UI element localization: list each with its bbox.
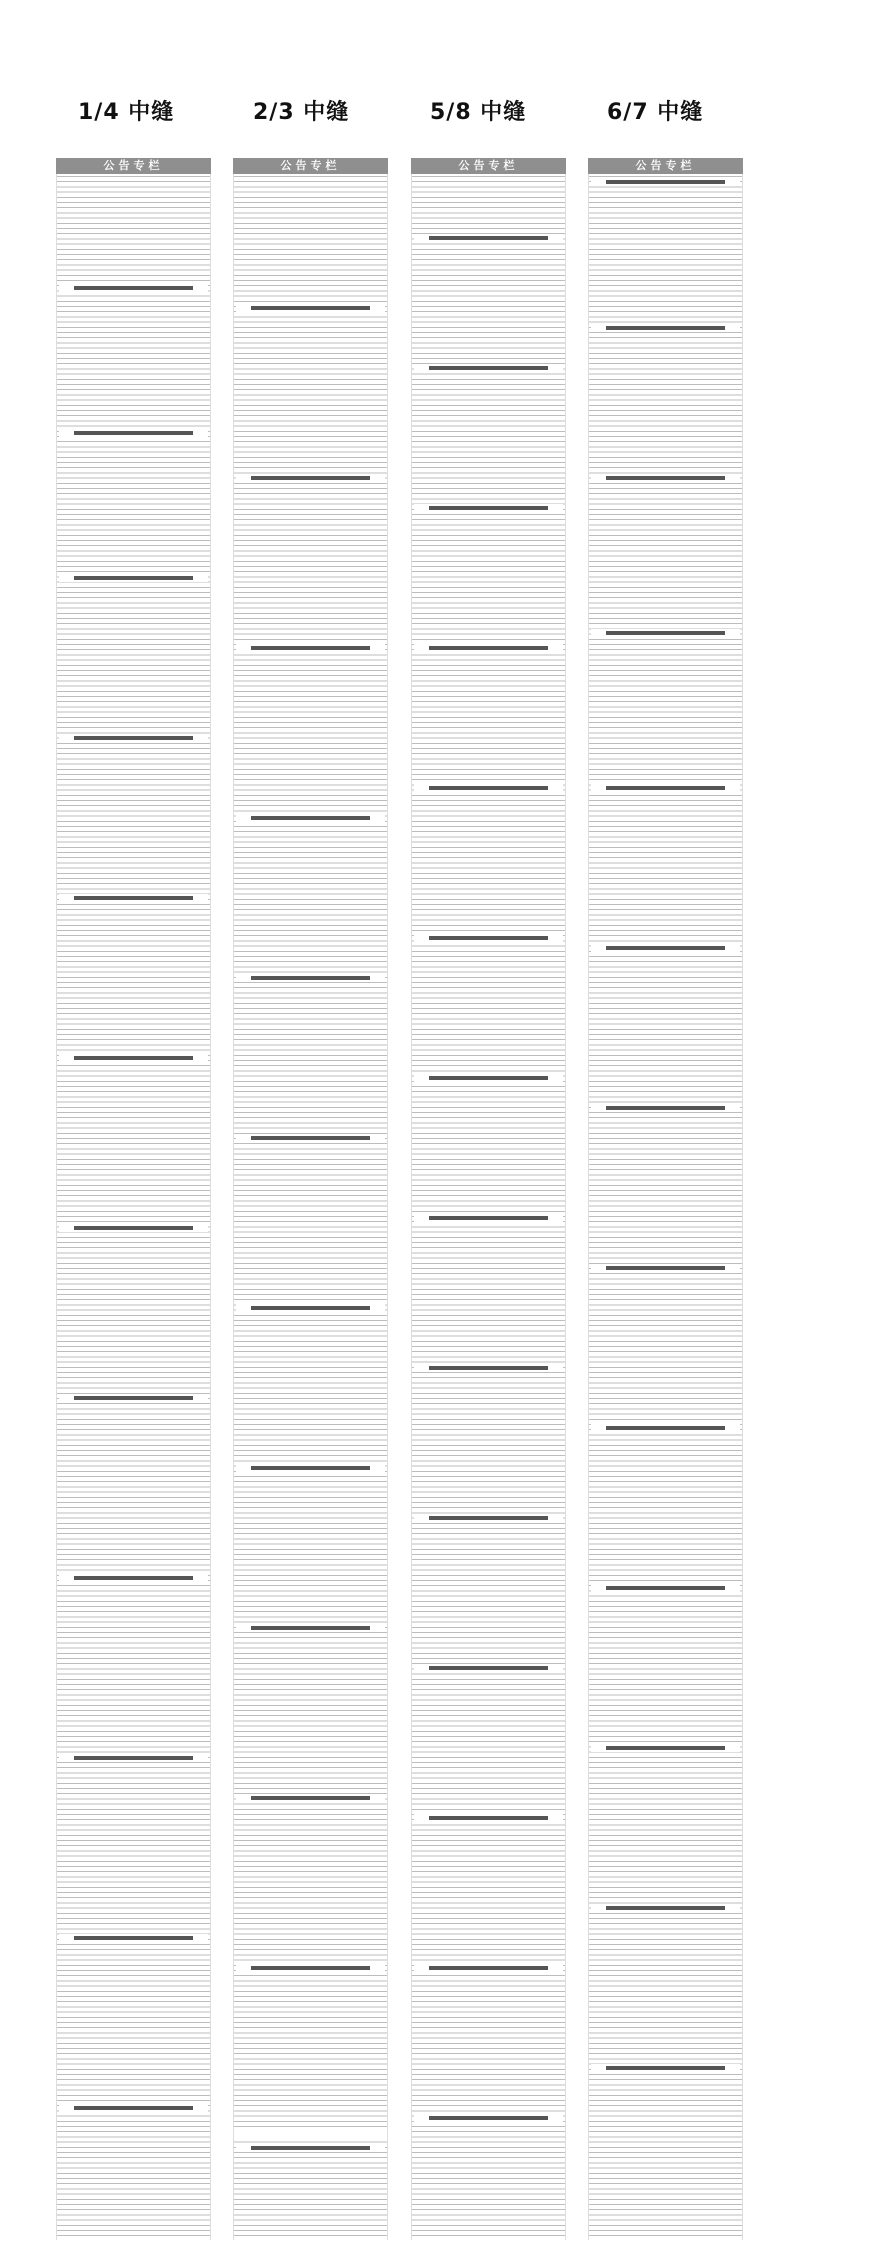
section-title — [591, 324, 740, 332]
section-title — [591, 1104, 740, 1112]
section-title — [59, 1224, 208, 1232]
section-title — [591, 178, 740, 186]
section-title — [236, 1964, 385, 1972]
announcement-column-2 — [233, 158, 388, 2240]
section-title — [414, 2114, 563, 2122]
section-title — [591, 1264, 740, 1272]
section-title — [591, 784, 740, 792]
section-title — [236, 1624, 385, 1632]
panel-title: 公告专栏 — [411, 158, 566, 174]
heading-col-2: 2/3 中缝 — [253, 100, 350, 125]
section-title — [414, 934, 563, 942]
section-title — [236, 644, 385, 652]
announcement-column-1 — [56, 158, 211, 2240]
section-title — [59, 1574, 208, 1582]
section-title — [236, 1304, 385, 1312]
section-title — [414, 234, 563, 242]
section-title — [59, 429, 208, 437]
section-title — [236, 1134, 385, 1142]
section-title — [591, 1744, 740, 1752]
section-title — [236, 814, 385, 822]
section-title — [414, 1364, 563, 1372]
announcement-text-body — [588, 174, 743, 2240]
section-title — [414, 1514, 563, 1522]
section-title — [59, 284, 208, 292]
section-title — [591, 1584, 740, 1592]
section-title — [591, 629, 740, 637]
section-title — [59, 1934, 208, 1942]
section-title — [59, 574, 208, 582]
section-title — [59, 1754, 208, 1762]
section-title — [236, 474, 385, 482]
announcement-column-4 — [588, 158, 743, 2240]
section-title — [591, 474, 740, 482]
section-title — [414, 1964, 563, 1972]
section-title — [414, 1074, 563, 1082]
announcement-text-body — [56, 174, 211, 2240]
section-title — [414, 1664, 563, 1672]
section-title — [414, 1814, 563, 1822]
section-title — [236, 1794, 385, 1802]
panel-title: 公告专栏 — [233, 158, 388, 174]
panel-title: 公告专栏 — [56, 158, 211, 174]
announcement-column-3 — [411, 158, 566, 2240]
section-title — [236, 2144, 385, 2152]
section-title — [59, 1054, 208, 1062]
section-title — [59, 1394, 208, 1402]
section-title — [414, 364, 563, 372]
section-title — [591, 1904, 740, 1912]
heading-col-4: 6/7 中缝 — [607, 100, 704, 125]
section-title — [414, 644, 563, 652]
section-title — [591, 2064, 740, 2072]
section-title — [236, 974, 385, 982]
section-title — [59, 894, 208, 902]
section-title — [414, 504, 563, 512]
section-divider — [234, 2129, 387, 2141]
section-title — [414, 784, 563, 792]
panel-title: 公告专栏 — [588, 158, 743, 174]
section-title — [59, 734, 208, 742]
section-title — [59, 2104, 208, 2112]
section-title — [591, 1424, 740, 1432]
section-title — [591, 944, 740, 952]
announcement-text-body — [233, 174, 388, 2240]
heading-col-1: 1/4 中缝 — [78, 100, 175, 125]
section-title — [414, 1214, 563, 1222]
section-title — [236, 304, 385, 312]
heading-col-3: 5/8 中缝 — [430, 100, 527, 125]
section-title — [236, 1464, 385, 1472]
announcement-text-body — [411, 174, 566, 2240]
